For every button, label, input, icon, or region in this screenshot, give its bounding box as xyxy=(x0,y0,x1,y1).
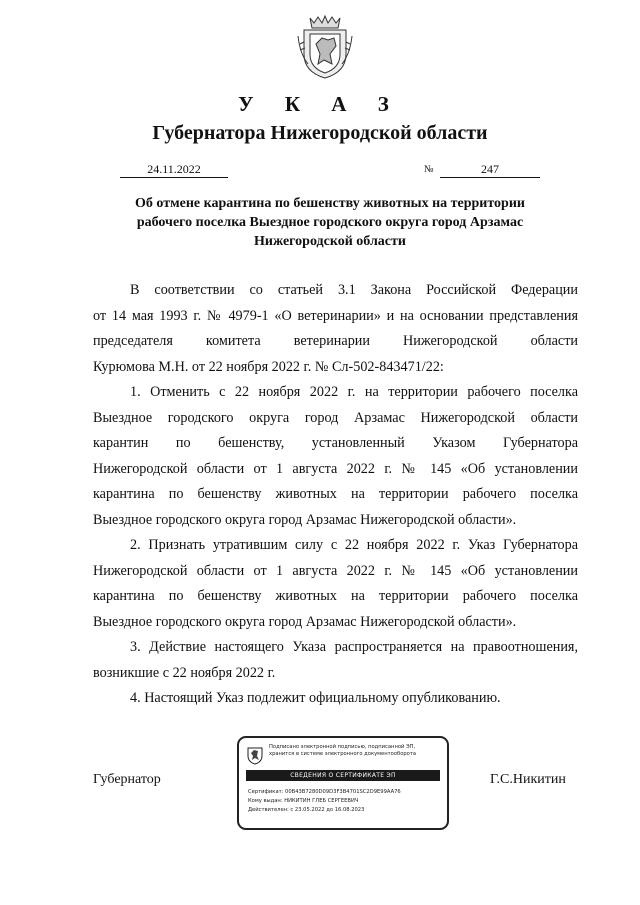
coat-of-arms-icon xyxy=(247,745,263,765)
text-line: Выездное городского округа город Арзамас Нижегородской области». xyxy=(93,511,517,528)
text-line: карантин по бешенству, установленный Указом Губернатора xyxy=(93,435,578,451)
document-number xyxy=(440,162,540,178)
coat-of-arms-icon xyxy=(296,14,354,80)
item-1-paragraph xyxy=(93,380,578,533)
heading-line: рабочего поселка Выездное городского округа город Арзамас xyxy=(136,215,524,230)
signer-position: Губернатор xyxy=(93,772,161,787)
text-line: В соответствии со статьей 3.1 Закона Российской Федерации xyxy=(130,282,578,298)
text-line: Выездное городского округа город Арзамас Нижегородской области». xyxy=(93,613,517,630)
item-2-paragraph xyxy=(93,533,578,635)
text-line: 2. Признать утратившим силу с 22 ноября 2022 г. Указ Губернатора xyxy=(130,537,578,553)
item-4-paragraph xyxy=(93,686,578,712)
text-line: Нижегородской области от 1 августа 2022 г. № 145 «Об установлении xyxy=(93,562,578,579)
text-line: от 14 мая 1993 г. № 4979-1 «О ветеринарии» и на основании представления xyxy=(93,307,578,324)
text-line: 4. Настоящий Указ подлежит официальному опубликованию. xyxy=(130,690,501,706)
stamp-valid-line: Действителен: с 23.05.2022 до 16.08.2023 xyxy=(248,807,365,813)
text-line: карантина по бешенству животных на территории рабочего поселка xyxy=(93,486,578,502)
electronic-signature-stamp xyxy=(237,736,449,830)
stamp-certificate-header: СВЕДЕНИЯ О СЕРТИФИКАТЕ ЭП xyxy=(246,770,440,781)
document-body xyxy=(93,278,578,712)
preamble-paragraph xyxy=(93,278,578,380)
stamp-certificate-details xyxy=(248,788,443,815)
text-line: 1. Отменить с 22 ноября 2022 г. на территории рабочего поселка xyxy=(130,384,578,400)
stamp-caption-line: хранится в системе электронного документооборота xyxy=(269,751,417,757)
text-line: Нижегородской области от 1 августа 2022 г. № 145 «Об установлении xyxy=(93,460,578,477)
stamp-caption-line: Подписано электронной подписью, подписанной ЭП, xyxy=(269,744,416,750)
number-label: № xyxy=(424,164,434,175)
document-title: У К А З xyxy=(238,92,402,116)
text-line: 3. Действие настоящего Указа распространяется на правоотношения, xyxy=(130,639,578,655)
text-line: председателя комитета ветеринарии Нижегородской области xyxy=(93,333,578,349)
item-3-paragraph xyxy=(93,635,578,686)
number-value: 247 xyxy=(440,162,540,178)
text-line: карантина по бешенству животных на территории рабочего поселка xyxy=(93,588,578,604)
stamp-cert-line: Сертификат: 00B43B7280D09D3F3B4701SC2D9E99AA76 xyxy=(248,789,401,795)
stamp-caption xyxy=(269,744,441,758)
date-value: 24.11.2022 xyxy=(120,162,228,178)
text-line: Выездное городского округа город Арзамас Нижегородской области xyxy=(93,409,578,426)
signer-name: Г.С.Никитин xyxy=(490,772,566,787)
heading-line: Об отмене карантина по бешенству животных на территории xyxy=(135,196,525,211)
document-date xyxy=(120,162,228,178)
text-line: Курюмова М.Н. от 22 ноября 2022 г. № Сл-502-843471/22: xyxy=(93,358,444,375)
heading-line: Нижегородской области xyxy=(254,234,406,249)
stamp-owner-line: Кому выдан: НИКИТИН ГЛЕБ СЕРГЕЕВИЧ xyxy=(248,798,359,804)
text-line: возникшие с 22 ноября 2022 г. xyxy=(93,664,276,681)
document-heading xyxy=(80,194,580,251)
document-subtitle: Губернатора Нижегородской области xyxy=(152,122,488,144)
